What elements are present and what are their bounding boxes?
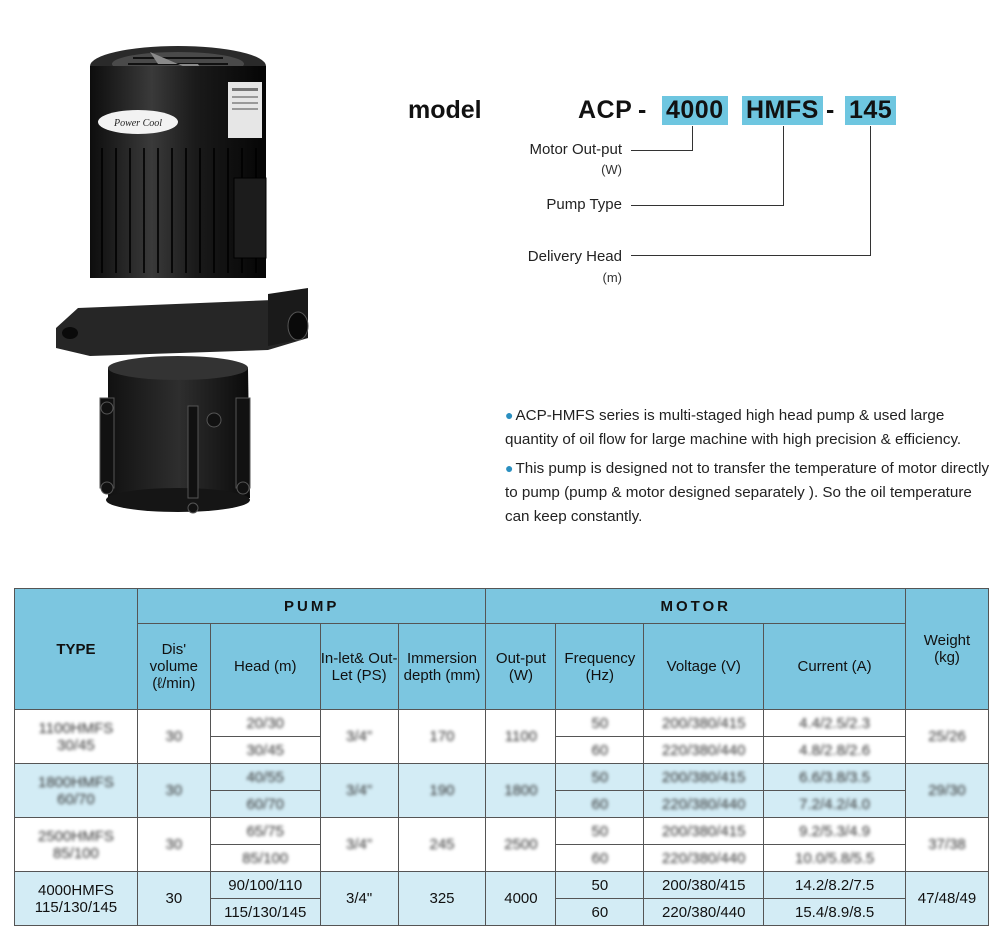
cell-weight: 25/26: [906, 710, 989, 764]
col-head-header: Head (m): [210, 624, 320, 710]
group-motor-header: MOTOR: [486, 589, 906, 624]
model-dash-1: -: [638, 96, 647, 124]
cell-frequency-50: 50: [556, 764, 644, 791]
cell-voltage-60: 220/380/440: [644, 791, 764, 818]
col-immersion-header: Immersion depth (mm): [398, 624, 486, 710]
connector-head-v: [870, 126, 871, 255]
table-row: [15, 764, 989, 791]
cell-immersion: 170: [398, 710, 486, 764]
col-voltage-header: Voltage (V): [644, 624, 764, 710]
cell-head-50: 20/30: [210, 710, 320, 737]
cell-head-60: 85/100: [210, 845, 320, 872]
cell-type: 4000HMFS 115/130/145: [15, 872, 138, 926]
cell-voltage-50: 200/380/415: [644, 710, 764, 737]
cell-frequency-50: 50: [556, 872, 644, 899]
cell-frequency-50: 50: [556, 818, 644, 845]
cell-volume: 30: [137, 764, 210, 818]
cell-output: 1100: [486, 710, 556, 764]
model-heading: model: [408, 96, 482, 124]
cell-type: 2500HMFS 85/100: [15, 818, 138, 872]
cell-head-50: 65/75: [210, 818, 320, 845]
cell-frequency-50: 50: [556, 710, 644, 737]
model-prefix: ACP: [578, 96, 633, 124]
description-item-1: [505, 403, 995, 452]
connector-output-h: [631, 150, 693, 151]
brand-label: Power Cool: [113, 118, 163, 129]
cell-voltage-60: 220/380/440: [644, 737, 764, 764]
col-inlet-header: In-let& Out-Let (PS): [320, 624, 398, 710]
cell-head-60: 115/130/145: [210, 899, 320, 926]
cell-immersion: 325: [398, 872, 486, 926]
connector-output-v: [692, 126, 693, 150]
cell-current-60: 7.2/4.2/4.0: [764, 791, 906, 818]
cell-frequency-60: 60: [556, 791, 644, 818]
bullet-icon: ●: [505, 460, 514, 476]
cell-immersion: 245: [398, 818, 486, 872]
cell-type: 1100HMFS 30/45: [15, 710, 138, 764]
model-type-code: HMFS: [742, 96, 823, 125]
cell-volume: 30: [137, 872, 210, 926]
cell-voltage-50: 200/380/415: [644, 872, 764, 899]
cell-head-60: 60/70: [210, 791, 320, 818]
model-head-code: 145: [845, 96, 896, 125]
cell-weight: 37/38: [906, 818, 989, 872]
group-pump-header: PUMP: [137, 589, 486, 624]
cell-frequency-60: 60: [556, 899, 644, 926]
cell-current-50: 14.2/8.2/7.5: [764, 872, 906, 899]
description-text-2: This pump is designed not to transfer the temperature of motor directly to pump (pump & motor designed separately ). So the oil temperature can keep constantly.: [505, 460, 990, 525]
delivery-head-label: Delivery Head: [527, 248, 622, 265]
cell-head-50: 90/100/110: [210, 872, 320, 899]
cell-inlet: 3/4": [320, 764, 398, 818]
cell-volume: 30: [137, 710, 210, 764]
col-weight-header: Weight (kg): [906, 589, 989, 710]
pump-type-label: Pump Type: [546, 196, 622, 213]
cell-inlet: 3/4": [320, 818, 398, 872]
cell-voltage-50: 200/380/415: [644, 818, 764, 845]
table-row: [15, 710, 989, 737]
table-row: [15, 818, 989, 845]
motor-output-unit: (W): [601, 162, 622, 177]
cell-frequency-60: 60: [556, 737, 644, 764]
cell-output: 2500: [486, 818, 556, 872]
cell-current-60: 4.8/2.8/2.6: [764, 737, 906, 764]
cell-voltage-60: 220/380/440: [644, 845, 764, 872]
pump-product-image: [38, 38, 328, 528]
description-text-1: ACP-HMFS series is multi-staged high head pump & used large quantity of oil flow for large machine with high precision & efficiency.: [505, 407, 962, 448]
cell-weight: 29/30: [906, 764, 989, 818]
connector-type-v: [783, 126, 784, 205]
cell-current-60: 10.0/5.8/5.5: [764, 845, 906, 872]
delivery-head-unit: (m): [602, 270, 622, 285]
cell-current-60: 15.4/8.9/8.5: [764, 899, 906, 926]
cell-current-50: 9.2/5.3/4.9: [764, 818, 906, 845]
col-output-header: Out-put (W): [486, 624, 556, 710]
cell-immersion: 190: [398, 764, 486, 818]
cell-head-50: 40/55: [210, 764, 320, 791]
col-frequency-header: Frequency (Hz): [556, 624, 644, 710]
bullet-icon: ●: [505, 407, 514, 423]
description-item-2: [505, 456, 995, 529]
connector-head-h: [631, 255, 871, 256]
cell-output: 4000: [486, 872, 556, 926]
col-current-header: Current (A): [764, 624, 906, 710]
cell-type: 1800HMFS 60/70: [15, 764, 138, 818]
col-volume-header: Dis' volume (ℓ/min): [137, 624, 210, 710]
cell-voltage-50: 200/380/415: [644, 764, 764, 791]
col-type-header: TYPE: [15, 589, 138, 710]
cell-head-60: 30/45: [210, 737, 320, 764]
cell-inlet: 3/4": [320, 710, 398, 764]
cell-volume: 30: [137, 818, 210, 872]
cell-current-50: 6.6/3.8/3.5: [764, 764, 906, 791]
cell-current-50: 4.4/2.5/2.3: [764, 710, 906, 737]
cell-inlet: 3/4": [320, 872, 398, 926]
connector-type-h: [631, 205, 784, 206]
motor-output-label: Motor Out-put: [529, 141, 622, 158]
table-row: [15, 872, 989, 899]
cell-weight: 47/48/49: [906, 872, 989, 926]
model-dash-2: -: [826, 96, 835, 124]
cell-frequency-60: 60: [556, 845, 644, 872]
model-output-code: 4000: [662, 96, 728, 125]
cell-output: 1800: [486, 764, 556, 818]
spec-table: [14, 588, 989, 926]
cell-voltage-60: 220/380/440: [644, 899, 764, 926]
